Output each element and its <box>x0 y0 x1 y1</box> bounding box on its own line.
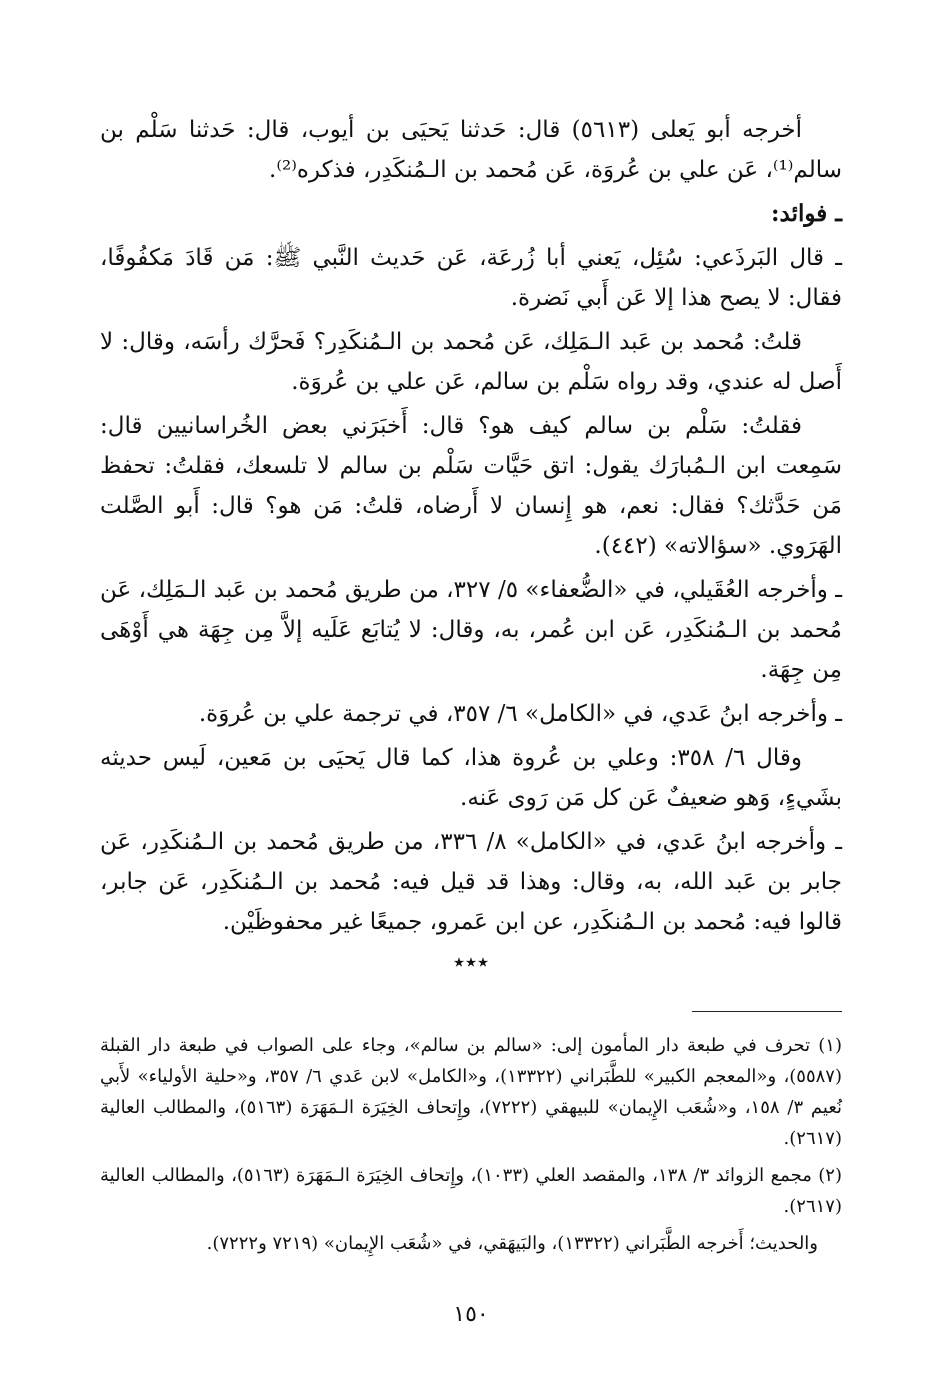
paragraph-uqayli: ـ وأخرجه العُقَيلي، في «الضُّعفاء» ٥/ ٣٢٧، من طريق مُحمد بن عَبد الـمَلِك، عَن مُحمد بن الـمُنكَدِر، عَن ابن عُمر، به، وقال: لا يُتابَع عَلَيه إلاَّ مِن جِهَة هي أَوْهَى مِن جِهَة. <box>100 577 842 683</box>
footnotes <box>100 1030 842 1259</box>
paragraph-takhrij-abu-yala: أخرجه أبو يَعلى (٥٦١٣) قال: حَدثنا يَحيَى بن أيوب، قال: حَدثنا سَلْم بن سالم⁽¹⁾، عَن علي بن عُروَة، عَن مُحمد بن الـمُنكَدِر، فذكره⁽²⁾. <box>100 117 842 183</box>
footnote-2: (٢) مجمع الزوائد ٣/ ١٣٨، والمقصد العلي (١٠٣٣)، وإِتحاف الخِيَرَة الـمَهَرَة (٥١٦٣)، والمطالب العالية (٢٦١٧). <box>100 1165 842 1217</box>
paragraph-qultu-1: قلتُ: مُحمد بن عَبد الـمَلِك، عَن مُحمد بن الـمُنكَدِر؟ فَحرَّك رأسَه، وقال: لا أَصل له عندي، وقد رواه سَلْم بن سالم، عَن علي بن عُروَة. <box>100 329 842 395</box>
section-heading-fawaid: ـ فوائد: <box>771 200 842 227</box>
footnote-2-continuation: والحديث؛ أَخرجه الطَّبَراني (١٣٣٢٢)، والبَيهَقي، في «شُعَب الإِيمان» (٧٢١٩ و٧٢٢٢). <box>206 1233 818 1254</box>
paragraph-ibn-adi-2: ـ وأخرجه ابنُ عَدي، في «الكامل» ٨/ ٣٣٦، من طريق مُحمد بن الـمُنكَدِر، عَن جابر بن عَبد الله، به، وقال: وهذا قد قيل فيه: مُحمد بن الـمُنكَدِر، عَن جابر، قالوا فيه: مُحمد بن الـمُنكَدِر، عن ابن عَمرو، جميعًا غير محفوظَيْن. <box>100 829 842 935</box>
paragraph-ibn-adi-1: ـ وأخرجه ابنُ عَدي، في «الكامل» ٦/ ٣٥٧، في ترجمة علي بن عُروَة. <box>198 701 842 727</box>
paragraph-ibn-adi-qawl: وقال ٦/ ٣٥٨: وعلي بن عُروة هذا، كما قال يَحيَى بن مَعين، لَيس حديثه بشَيءٍ، وَهو ضعيفٌ عَن كل مَن رَوى عَنه. <box>100 745 842 811</box>
page-number: ١٥٠ <box>453 1302 489 1327</box>
paragraph-bardhaai: ـ قال البَرذَعي: سُئِل، يَعني أبا زُرعَة، عَن حَديث النَّبي ﷺ: مَن قَادَ مَكفُوفًا، فقال: لا يصح هذا إلا عَن أَبي نَضرة. <box>100 245 842 311</box>
paragraph-qultu-2: فقلتُ: سَلْم بن سالم كيف هو؟ قال: أَخبَرَني بعض الخُراسانيين قال: سَمِعت ابن الـمُبارَك يقول: اتق حَيَّات سَلْم بن سالم لا تلسعك، فقلتُ: تحفظ مَن حَدَّثك؟ فقال: نعم، هو إِنسان لا أَرضاه، قلتُ: مَن هو؟ قال: أَبو الصَّلت الهَرَوي. «سؤالاته» (٤٤٢). <box>100 413 842 559</box>
main-text <box>100 110 842 980</box>
footnote-1: (١) تحرف في طبعة دار المأمون إلى: «سالم بن سالم»، وجاء على الصواب في طبعة دار القبلة (٥٥٨٧)، و«المعجم الكبير» للطَّبَراني (١٣٣٢٢)، و«الكامل» لابن عَدي ٦/ ٣٥٧، و«حلية الأولياء» لأَبي نُعيم ٣/ ١٥٨، و«شُعَب الإِيمان» للبيهقي (٧٢٢٢)، وإِتحاف الخِيَرَة الـمَهَرَة (٥١٦٣)، والمطالب العالية (٢٦١٧). <box>100 1035 843 1149</box>
footnote-separator <box>692 1011 842 1012</box>
section-end-stars: ٭٭٭ <box>453 950 489 975</box>
